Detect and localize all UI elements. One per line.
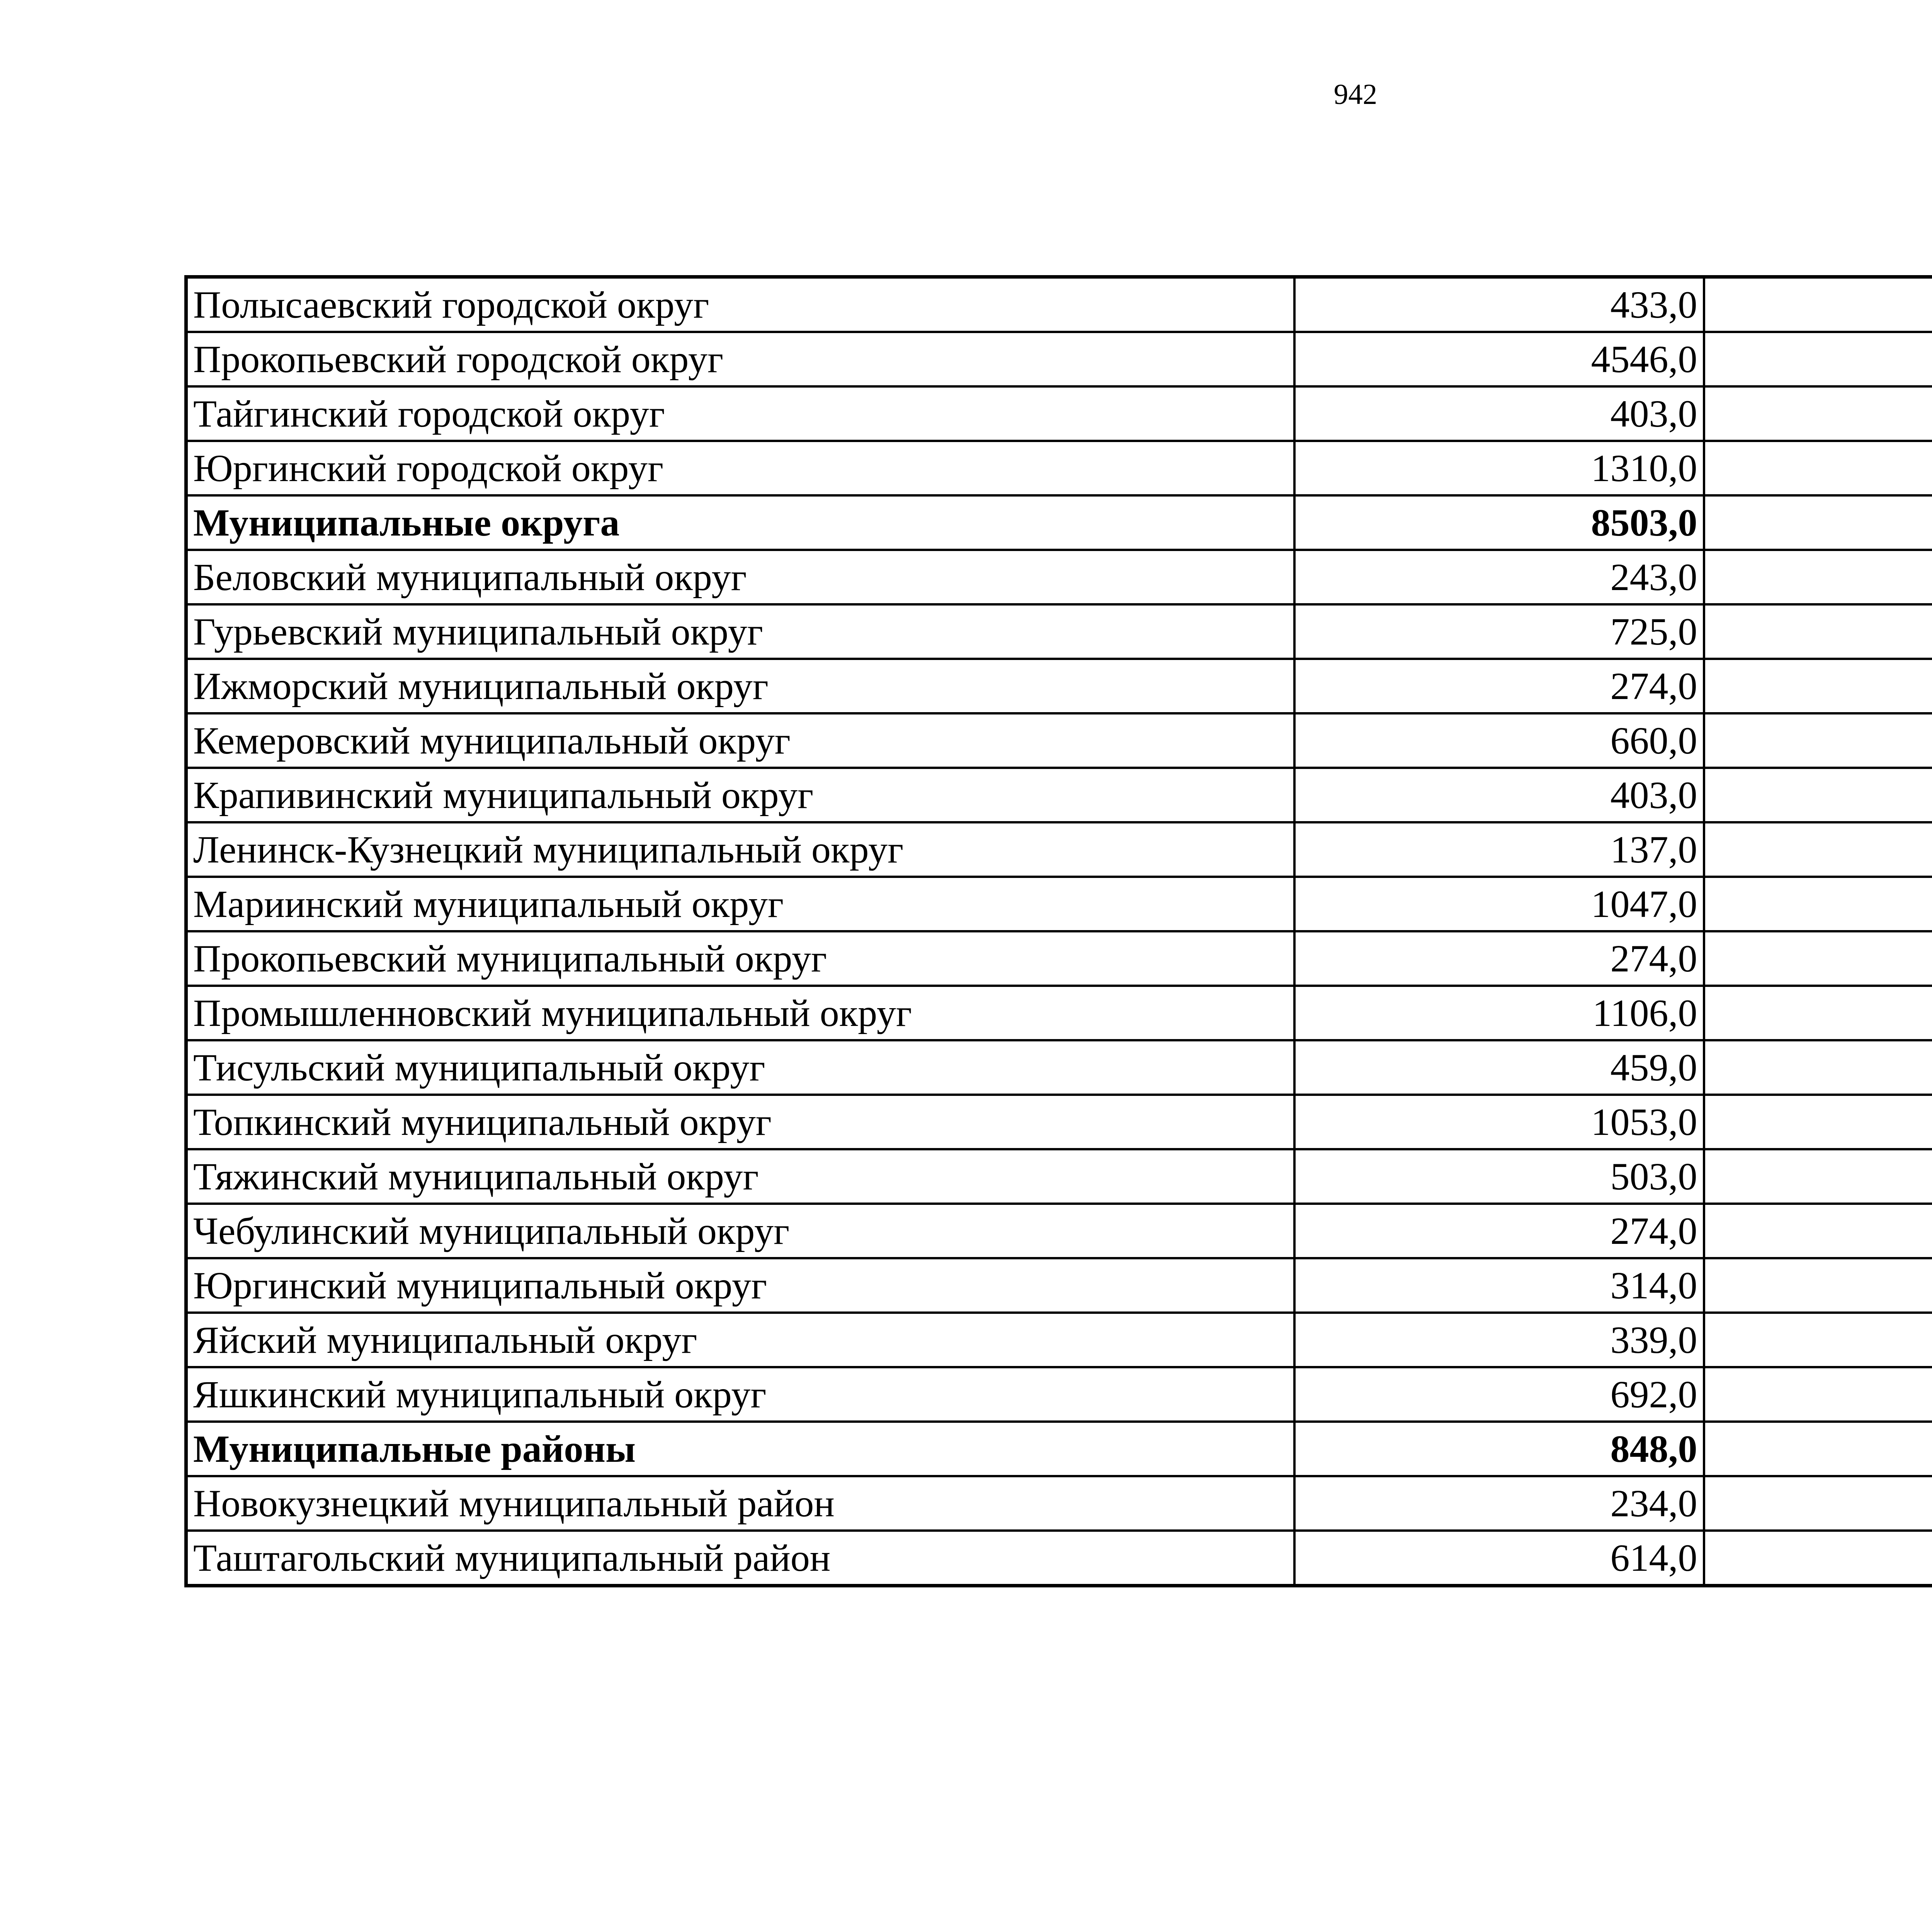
row-name-cell: Прокопьевский муниципальный округ xyxy=(186,931,1294,986)
table-row xyxy=(186,1149,1932,1204)
data-table xyxy=(184,275,1932,1587)
row-value-2-cell xyxy=(1704,277,1932,332)
row-value-2-cell xyxy=(1704,1095,1932,1149)
table-row xyxy=(186,1095,1932,1149)
row-value-1-cell: 243,0 xyxy=(1294,550,1704,604)
row-name-cell: Таштагольский муниципальный район xyxy=(186,1531,1294,1586)
row-value-2-cell xyxy=(1704,1531,1932,1586)
row-value-2-cell xyxy=(1704,495,1932,550)
row-value-2-cell xyxy=(1704,822,1932,877)
row-name-cell: Тайгинский городской округ xyxy=(186,386,1294,441)
row-value-1-cell: 274,0 xyxy=(1294,659,1704,713)
table-row xyxy=(186,659,1932,713)
row-value-2-cell xyxy=(1704,1149,1932,1204)
row-value-2-cell xyxy=(1704,1040,1932,1095)
table-row xyxy=(186,1476,1932,1531)
table-row xyxy=(186,768,1932,822)
row-name-cell: Крапивинский муниципальный округ xyxy=(186,768,1294,822)
row-value-2-cell xyxy=(1704,386,1932,441)
row-name-cell: Юргинский муниципальный округ xyxy=(186,1258,1294,1313)
row-value-2-cell xyxy=(1704,713,1932,768)
row-name-cell: Юргинский городской округ xyxy=(186,441,1294,495)
row-value-1-cell: 1047,0 xyxy=(1294,877,1704,931)
row-name-cell: Яйский муниципальный округ xyxy=(186,1313,1294,1367)
row-value-1-cell: 660,0 xyxy=(1294,713,1704,768)
row-name-cell: Кемеровский муниципальный округ xyxy=(186,713,1294,768)
row-value-2-cell xyxy=(1704,877,1932,931)
row-value-1-cell: 433,0 xyxy=(1294,277,1704,332)
row-name-cell: Прокопьевский городской округ xyxy=(186,332,1294,386)
row-value-2-cell xyxy=(1704,659,1932,713)
row-name-cell: Ижморский муниципальный округ xyxy=(186,659,1294,713)
row-value-1-cell: 1106,0 xyxy=(1294,986,1704,1040)
table-row xyxy=(186,1313,1932,1367)
row-value-1-cell: 314,0 xyxy=(1294,1258,1704,1313)
row-value-1-cell: 8503,0 xyxy=(1294,495,1704,550)
row-name-cell: Яшкинский муниципальный округ xyxy=(186,1367,1294,1422)
table-row xyxy=(186,1367,1932,1422)
table-row-subtotal xyxy=(186,495,1932,550)
table-row-subtotal xyxy=(186,1422,1932,1476)
row-value-1-cell: 1310,0 xyxy=(1294,441,1704,495)
table-row xyxy=(186,550,1932,604)
row-name-cell: Муниципальные районы xyxy=(186,1422,1294,1476)
row-value-2-cell xyxy=(1704,1367,1932,1422)
row-name-cell: Ленинск-Кузнецкий муниципальный округ xyxy=(186,822,1294,877)
row-value-1-cell: 614,0 xyxy=(1294,1531,1704,1586)
row-value-2-cell xyxy=(1704,1476,1932,1531)
row-value-1-cell: 725,0 xyxy=(1294,604,1704,659)
row-name-cell: Чебулинский муниципальный округ xyxy=(186,1204,1294,1258)
row-value-2-cell xyxy=(1704,768,1932,822)
row-value-2-cell xyxy=(1704,550,1932,604)
row-value-2-cell xyxy=(1704,604,1932,659)
table-row xyxy=(186,441,1932,495)
table-row xyxy=(186,1204,1932,1258)
row-name-cell: Топкинский муниципальный округ xyxy=(186,1095,1294,1149)
row-value-1-cell: 234,0 xyxy=(1294,1476,1704,1531)
table-row xyxy=(186,386,1932,441)
row-value-1-cell: 274,0 xyxy=(1294,931,1704,986)
row-value-1-cell: 403,0 xyxy=(1294,768,1704,822)
row-value-2-cell xyxy=(1704,1204,1932,1258)
table-row xyxy=(186,1531,1932,1586)
row-value-1-cell: 339,0 xyxy=(1294,1313,1704,1367)
row-value-2-cell xyxy=(1704,1313,1932,1367)
table-row xyxy=(186,877,1932,931)
row-value-1-cell: 1053,0 xyxy=(1294,1095,1704,1149)
row-value-1-cell: 137,0 xyxy=(1294,822,1704,877)
table-body xyxy=(186,277,1932,1586)
row-name-cell: Муниципальные округа xyxy=(186,495,1294,550)
row-name-cell: Полысаевский городской округ xyxy=(186,277,1294,332)
table-row xyxy=(186,822,1932,877)
row-name-cell: Тисульский муниципальный округ xyxy=(186,1040,1294,1095)
row-value-1-cell: 459,0 xyxy=(1294,1040,1704,1095)
table-row xyxy=(186,1258,1932,1313)
row-name-cell: Новокузнецкий муниципальный район xyxy=(186,1476,1294,1531)
table-row xyxy=(186,1040,1932,1095)
row-value-2-cell xyxy=(1704,1258,1932,1313)
row-name-cell: Мариинский муниципальный округ xyxy=(186,877,1294,931)
table-row xyxy=(186,713,1932,768)
table-row xyxy=(186,332,1932,386)
row-value-2-cell xyxy=(1704,441,1932,495)
row-value-1-cell: 274,0 xyxy=(1294,1204,1704,1258)
row-name-cell: Промышленновский муниципальный округ xyxy=(186,986,1294,1040)
row-value-1-cell: 503,0 xyxy=(1294,1149,1704,1204)
row-value-2-cell xyxy=(1704,986,1932,1040)
table-row xyxy=(186,931,1932,986)
table-row xyxy=(186,986,1932,1040)
row-name-cell: Беловский муниципальный округ xyxy=(186,550,1294,604)
row-value-1-cell: 4546,0 xyxy=(1294,332,1704,386)
table-row xyxy=(186,604,1932,659)
row-value-1-cell: 848,0 xyxy=(1294,1422,1704,1476)
row-value-2-cell xyxy=(1704,1422,1932,1476)
table-row xyxy=(186,277,1932,332)
row-name-cell: Тяжинский муниципальный округ xyxy=(186,1149,1294,1204)
page-number: 942 xyxy=(1333,78,1378,111)
row-value-1-cell: 692,0 xyxy=(1294,1367,1704,1422)
row-value-1-cell: 403,0 xyxy=(1294,386,1704,441)
row-value-2-cell xyxy=(1704,332,1932,386)
row-value-2-cell xyxy=(1704,931,1932,986)
row-name-cell: Гурьевский муниципальный округ xyxy=(186,604,1294,659)
